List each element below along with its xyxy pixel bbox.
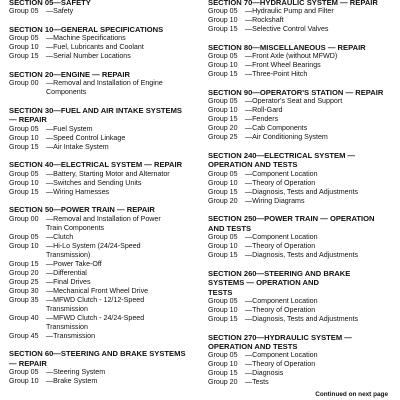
section-title-line: — REPAIR (9, 115, 47, 125)
group-title: —Theory of Operation (245, 242, 316, 251)
group-title: —Rockshaft (245, 16, 284, 25)
section-title-line: SYSTEMS — OPERATION AND (208, 278, 319, 288)
group-title-continued: Transmission (46, 304, 88, 313)
group-entry (9, 34, 199, 43)
group-entry (9, 269, 199, 278)
group-number: Group 05 (9, 368, 39, 377)
section-title: SECTION 10—GENERAL SPECIFICATIONS (9, 25, 164, 34)
group-title: —Clutch (46, 232, 74, 241)
section-block (208, 214, 398, 260)
group-title: —MFWD Clutch - 24/24-Speed (46, 313, 145, 322)
section-block (208, 88, 398, 142)
group-title: —MFWD Clutch - 12/12-Speed (46, 295, 145, 304)
group-title: —Final Drives (46, 277, 91, 286)
group-title-continued: Transmission (46, 322, 88, 331)
section-title-line: AND TESTS (208, 223, 252, 233)
section-block (9, 70, 199, 97)
group-number: Group 15 (208, 251, 238, 260)
group-number: Group 05 (208, 7, 238, 16)
group-number: Group 05 (208, 97, 238, 106)
group-entry (9, 260, 199, 269)
group-number: Group 15 (208, 315, 238, 324)
group-title: —Diagnosis, Tests and Adjustments (245, 187, 359, 196)
group-title: —Roll-Gard (245, 106, 283, 115)
group-number: Group 15 (9, 187, 39, 196)
section-title: SECTION 30—FUEL AND AIR INTAKE SYSTEMS (9, 106, 182, 115)
group-number: Group 20 (9, 268, 39, 277)
group-number: Group 15 (208, 25, 238, 34)
group-entry (208, 233, 398, 242)
section-block (208, 333, 398, 388)
section-block (208, 0, 398, 34)
group-number: Group 10 (208, 360, 238, 369)
left-column (9, 0, 199, 395)
group-title: —Theory of Operation (245, 178, 316, 187)
group-entry (208, 251, 398, 260)
group-number: Group 10 (9, 377, 39, 386)
group-number: Group 05 (208, 351, 238, 360)
group-entry (208, 242, 398, 251)
group-number: Group 00 (9, 214, 39, 223)
group-entry (208, 97, 398, 106)
group-entry (9, 278, 199, 287)
section-block (9, 205, 199, 340)
group-title: —Hi-Lo System (24/24-Speed (46, 241, 141, 250)
group-number: Group 05 (208, 297, 238, 306)
group-number: Group 15 (9, 259, 39, 268)
group-number: Group 15 (9, 142, 39, 151)
group-number: Group 25 (9, 277, 39, 286)
group-title: —Operator's Seat and Support (245, 97, 343, 106)
group-number: Group 35 (9, 295, 39, 304)
group-title: —Diagnosis (245, 369, 284, 378)
group-entry (9, 179, 199, 188)
group-entry (208, 188, 398, 197)
section-block (9, 106, 199, 152)
group-entry (9, 296, 199, 305)
group-entry (208, 106, 398, 115)
group-entry (9, 377, 199, 386)
group-entry (208, 61, 398, 70)
group-entry (208, 70, 398, 79)
group-title: —Theory of Operation (245, 306, 316, 315)
group-number: Group 05 (208, 233, 238, 242)
group-entry (208, 197, 398, 206)
group-title: —Air Intake System (46, 142, 109, 151)
group-title: —Fuel, Lubricants and Coolant (46, 43, 144, 52)
group-number: Group 15 (9, 52, 39, 61)
group-entry (208, 306, 398, 315)
group-title: —Machine Specifications (46, 34, 126, 43)
group-title: —Brake System (46, 377, 98, 386)
group-entry (9, 170, 199, 179)
group-number: Group 05 (9, 7, 39, 16)
group-number: Group 40 (9, 313, 39, 322)
group-title: —Component Location (245, 297, 318, 306)
group-entry (9, 368, 199, 377)
group-title: —Speed Control Linkage (46, 133, 126, 142)
group-number: Group 15 (208, 115, 238, 124)
group-title: —Diagnosis, Tests and Adjustments (245, 251, 359, 260)
group-entry (208, 133, 398, 142)
group-entry (9, 134, 199, 143)
group-title: —Fenders (245, 115, 279, 124)
section-title: SECTION 90—OPERATOR'S STATION — REPAIR (208, 88, 384, 97)
group-entry (9, 287, 199, 296)
group-title: —Wiring Diagrams (245, 196, 305, 205)
section-title: SECTION 40—ELECTRICAL SYSTEM — REPAIR (9, 160, 183, 170)
group-title: —Component Location (245, 169, 318, 178)
group-entry (9, 52, 199, 61)
group-number: Group 10 (208, 242, 238, 251)
section-title: SECTION 70—HYDRAULIC SYSTEM — REPAIR (208, 0, 378, 7)
group-entry (9, 242, 199, 251)
group-title: —Transmission (46, 331, 96, 340)
group-entry (208, 369, 398, 378)
group-title: —Front Wheel Bearings (245, 61, 321, 70)
group-number: Group 10 (208, 106, 238, 115)
group-title: —Hydraulic Pump and Filter (245, 7, 334, 16)
group-number: Group 45 (9, 331, 39, 340)
section-title-line: TESTS (208, 287, 233, 297)
group-entry (208, 170, 398, 179)
group-entry (9, 7, 199, 16)
group-number: Group 20 (208, 196, 238, 205)
section-title: SECTION 260—STEERING AND BRAKE (208, 268, 351, 278)
group-entry (208, 315, 398, 324)
group-title-continued: Train Components (46, 223, 105, 232)
group-title: —Wiring Harnesses (46, 187, 110, 196)
section-title: SECTION 80—MISCELLANEOUS — REPAIR (208, 43, 366, 52)
group-number: Group 25 (208, 133, 238, 142)
section-title: SECTION 50—POWER TRAIN — REPAIR (9, 205, 155, 215)
section-block (208, 43, 398, 79)
group-title: —Power Take-Off (46, 259, 102, 268)
group-entry (9, 125, 199, 134)
group-title: —Removal and Installation of Power (46, 214, 161, 223)
group-number: Group 05 (9, 34, 39, 43)
section-title-line: OPERATION AND TESTS (208, 160, 298, 170)
group-entry (208, 52, 398, 61)
group-entry (208, 7, 398, 16)
group-title: —Air Conditioning System (245, 133, 328, 142)
section-title: SECTION 270—HYDRAULIC SYSTEM — (208, 332, 352, 342)
section-title: SECTION 250—POWER TRAIN — OPERATION (208, 214, 375, 224)
group-title: —Component Location (245, 233, 318, 242)
group-number: Group 05 (9, 169, 39, 178)
section-block (9, 0, 199, 16)
section-title: SECTION 60—STEERING AND BRAKE SYSTEMS (9, 349, 186, 359)
right-column (208, 0, 398, 396)
section-title-line: — REPAIR (9, 358, 47, 368)
section-block (9, 160, 199, 196)
section-block (208, 269, 398, 324)
group-number: Group 20 (208, 378, 238, 387)
group-title: —Three-Point Hitch (245, 70, 308, 79)
group-number: Group 30 (9, 286, 39, 295)
group-entry (208, 378, 398, 387)
group-number: Group 10 (9, 178, 39, 187)
section-title: SECTION 240—ELECTRICAL SYSTEM — (208, 151, 356, 160)
group-number: Group 20 (208, 124, 238, 133)
group-entry (9, 43, 199, 52)
group-entry (9, 314, 199, 323)
group-entry (9, 188, 199, 197)
group-number: Group 00 (9, 79, 39, 88)
group-title: —Front Axle (without MFWD) (245, 52, 338, 61)
group-entry (208, 297, 398, 306)
section-block (9, 25, 199, 61)
group-number: Group 05 (9, 232, 39, 241)
group-title: —Fuel System (46, 124, 93, 133)
group-entry (208, 25, 398, 34)
group-number: Group 05 (9, 124, 39, 133)
group-number: Group 05 (208, 52, 238, 61)
group-title-continued: Transmission) (46, 250, 91, 259)
group-title: —Diagnosis, Tests and Adjustments (245, 315, 359, 324)
group-entry (9, 143, 199, 152)
group-title: —Steering System (46, 368, 106, 377)
group-title: —Component Location (245, 351, 318, 360)
continued-note: Continued on next page (315, 391, 388, 398)
section-title-line: OPERATION AND TESTS (208, 342, 298, 352)
group-title: —Selective Control Valves (245, 25, 329, 34)
group-entry (9, 233, 199, 242)
section-block (9, 349, 199, 386)
group-title: —Serial Number Locations (46, 52, 131, 61)
group-entry (9, 79, 199, 88)
group-number: Group 15 (208, 187, 238, 196)
group-title: —Theory of Operation (245, 360, 316, 369)
group-number: Group 15 (208, 369, 238, 378)
group-title: —Removal and Installation of Engine (46, 79, 163, 88)
group-number: Group 15 (208, 70, 238, 79)
group-number: Group 10 (9, 241, 39, 250)
group-title: —Battery, Starting Motor and Alternator (46, 169, 170, 178)
group-title: —Differential (46, 268, 87, 277)
group-title: —Tests (245, 378, 269, 387)
group-number: Group 10 (208, 306, 238, 315)
group-title: —Mechanical Front Wheel Drive (46, 286, 149, 295)
section-block (208, 151, 398, 206)
group-number: Group 10 (9, 133, 39, 142)
section-title: SECTION 20—ENGINE — REPAIR (9, 70, 130, 79)
group-number: Group 10 (208, 178, 238, 187)
group-number: Group 10 (208, 16, 238, 25)
group-entry (9, 332, 199, 341)
group-entry (208, 360, 398, 369)
group-title: —Safety (46, 7, 74, 16)
group-title: —Switches and Sending Units (46, 178, 142, 187)
group-entry (208, 115, 398, 124)
group-number: Group 10 (9, 43, 39, 52)
group-entry (9, 215, 199, 224)
group-entry (208, 179, 398, 188)
group-entry (208, 124, 398, 133)
group-title: —Cab Components (245, 124, 308, 133)
group-entry (208, 351, 398, 360)
group-entry (208, 16, 398, 25)
group-number: Group 05 (208, 169, 238, 178)
section-title: SECTION 05—SAFETY (9, 0, 91, 7)
group-title-continued: Components (46, 88, 87, 97)
group-number: Group 10 (208, 61, 238, 70)
